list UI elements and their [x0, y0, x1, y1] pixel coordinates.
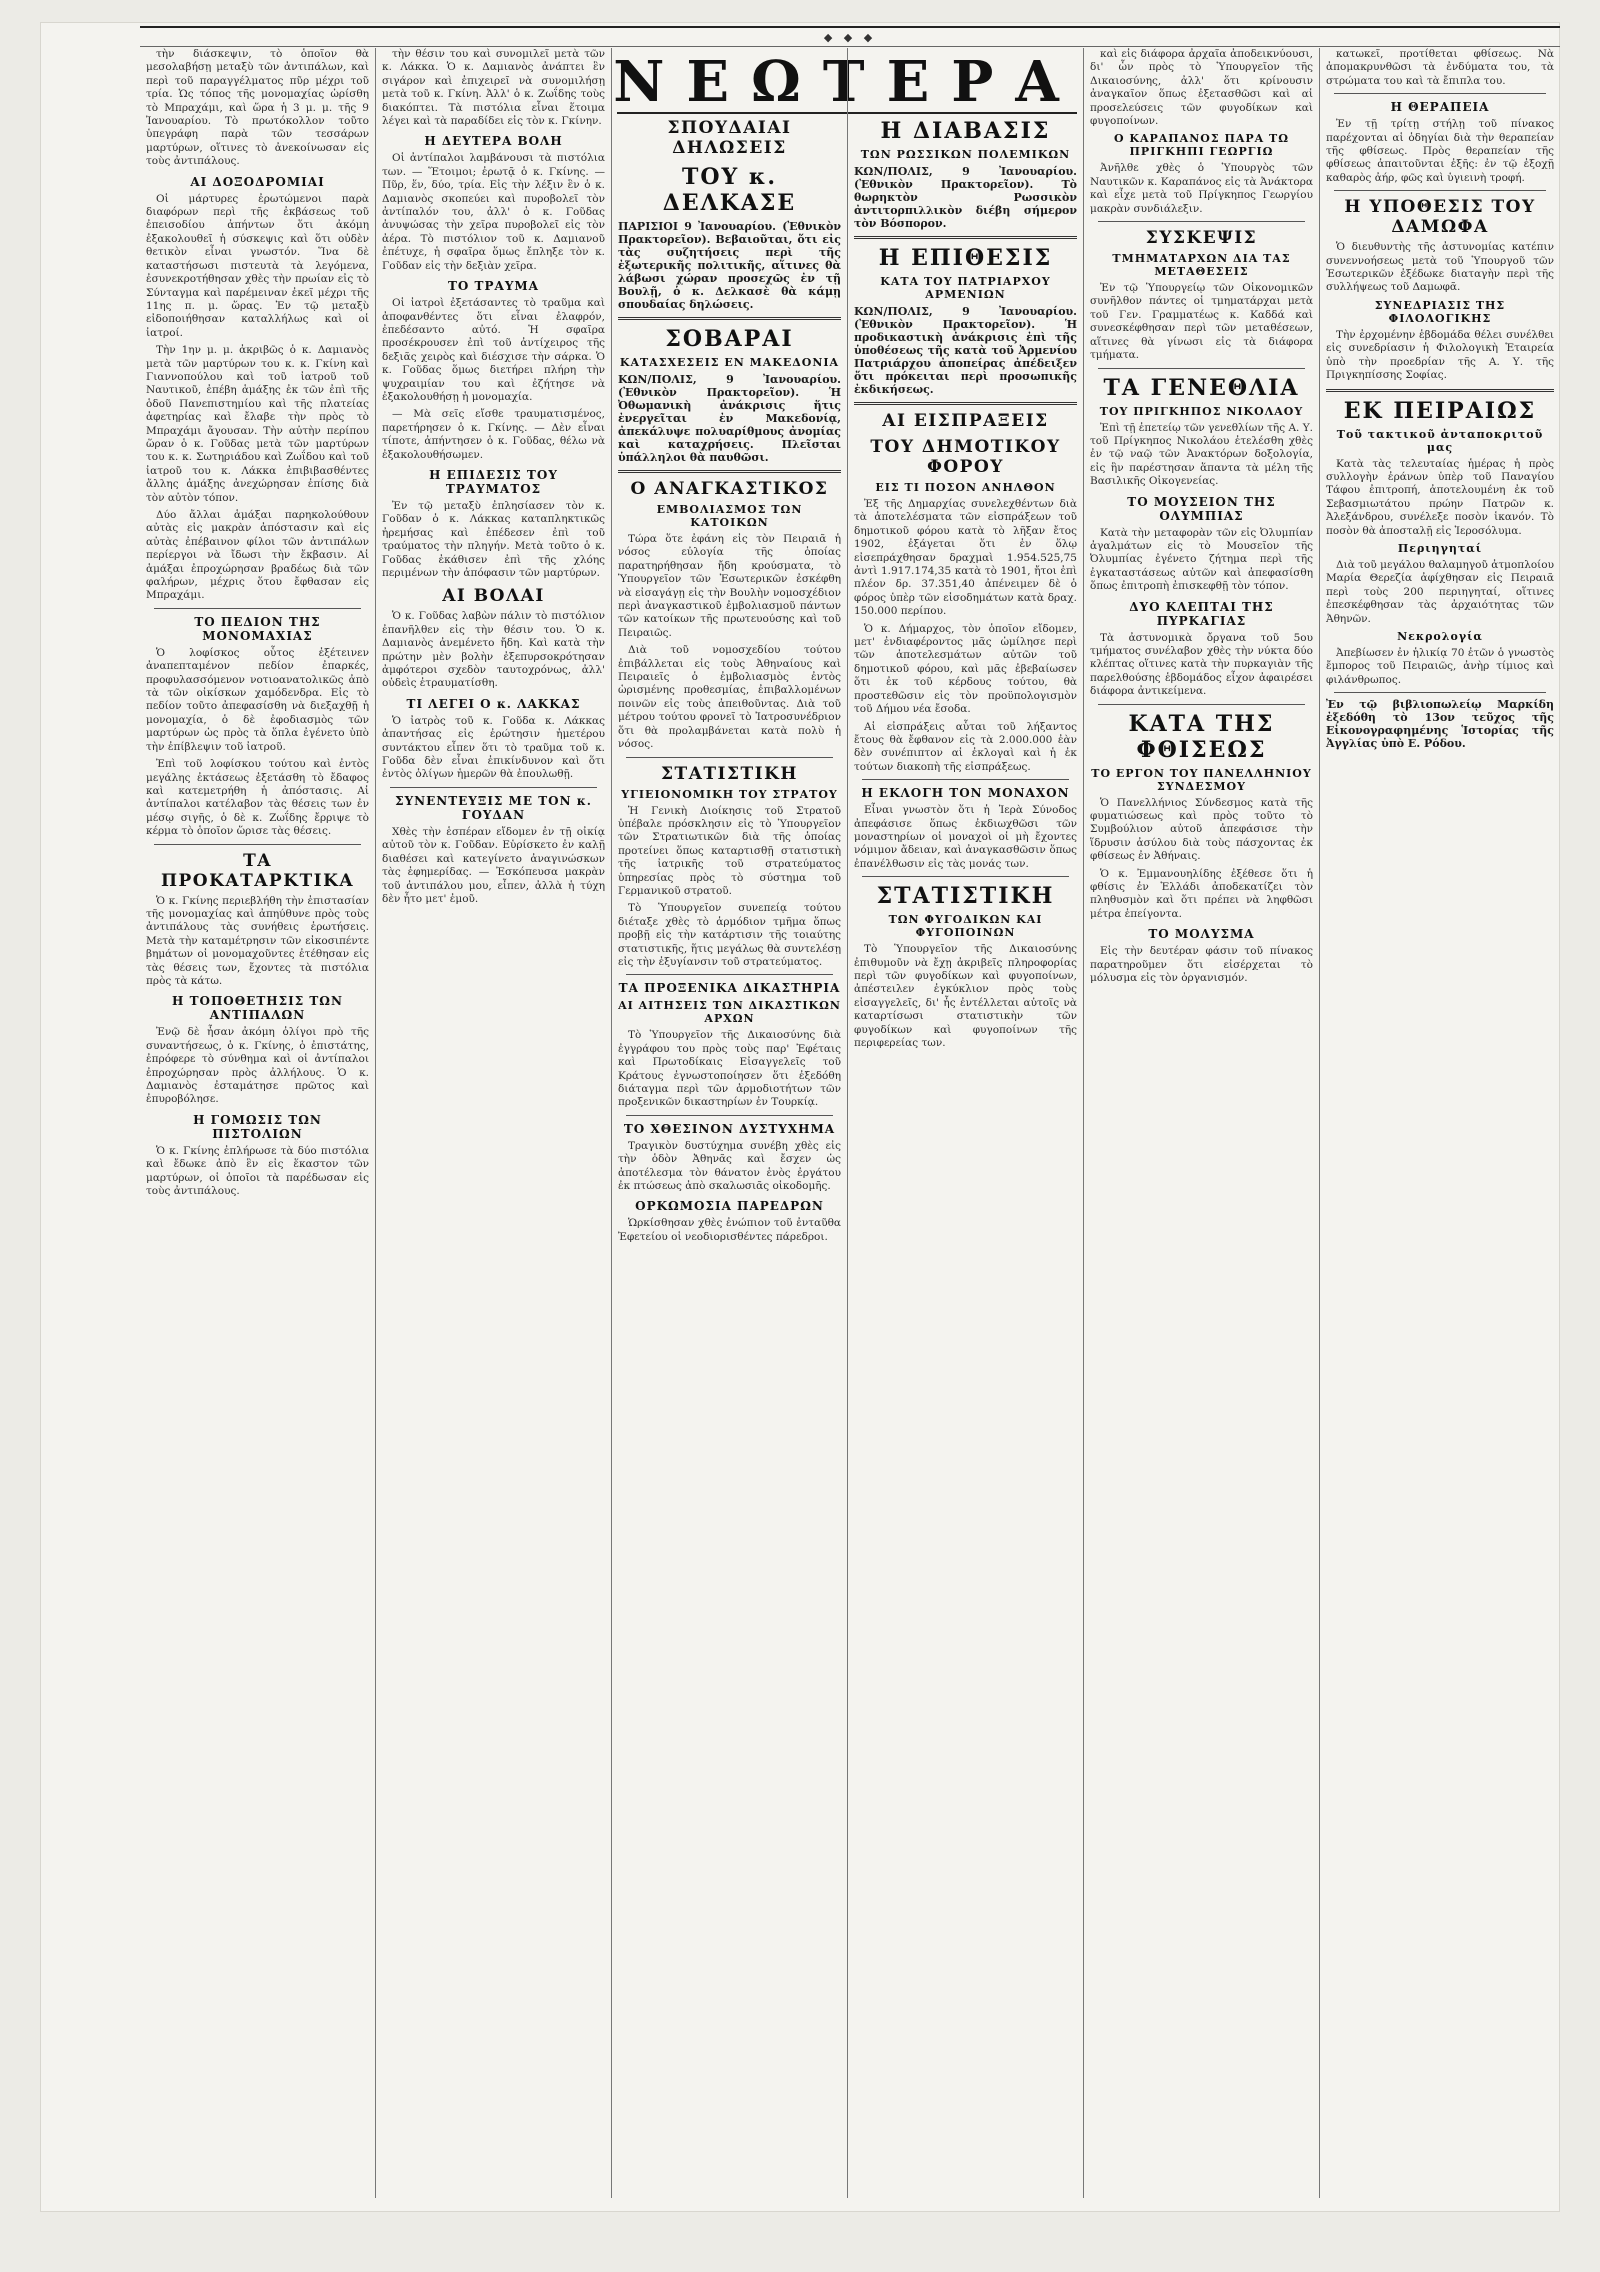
- column-1: [140, 48, 375, 2198]
- article-text: Ἀνῆλθε χθὲς ὁ Ὑπουργὸς τῶν Ναυτικῶν κ. Καραπάνος εἰς τὰ Ἀνάκτορα καὶ εἶχε μετὰ τοῦ Πρίγκηπος Γεωργίου μακρὰν συνδιάλεξιν.: [1090, 162, 1313, 215]
- divider: [626, 1115, 833, 1116]
- article-heading: ΑΙ ΒΟΛΑΙ: [442, 586, 545, 607]
- article-subheading: ΤΟ ΕΡΓΟΝ ΤΟΥ ΠΑΝΕΛΛΗΝΙΟΥ ΣΥΝΔΕΣΜΟΥ: [1091, 766, 1312, 793]
- article-heading: ΣΥΝΕΝΤΕΥΞΙΣ ΜΕ ΤΟΝ κ. ΓΟΥΔΑΝ: [395, 793, 592, 822]
- article-text: Τὴν 1ην μ. μ. ἀκριβῶς ὁ κ. Δαμιανὸς μετὰ τῶν μαρτύρων του κ. κ. Γκίνη καὶ Γιαννοπούλου καὶ τοῦ ἰατροῦ τοῦ Ναυτικοῦ, ἐπέβη ἁμάξης ἐκ τῶν ἐπὶ τῆς ὁδοῦ Πανεπιστημίου καὶ τῆς πλατείας ἀφετηρίας καὶ ἔλαβε τὴν πρὸς τὸ Μπραχάμι ἄγουσαν. Τὴν αὐτὴν περίπου ὥραν ὁ κ. Γοῦδας μετὰ τῶν μαρτύρων του κ. κ. Σωτηριάδου καὶ Ζωΐδου καὶ τοῦ ἰατροῦ του κ. Λάκκα ἐπιβιβασθέντες ἄλλης ἁμάξης ἀνεχώρησαν ἐπίσης διὰ τὸν αὐτὸν τόπον.: [146, 344, 369, 504]
- telegram-text: ΚΩΝ/ΠΟΛΙΣ, 9 Ἰανουαρίου. (Ἐθνικὸν Πρακτορεῖον). Τὸ θωρηκτὸν Ρωσσικὸν ἀντιτορπιλλικὸν διέβη σήμερον τὸν Βόσπορον.: [854, 165, 1077, 230]
- article-heading: ΤΟ ΜΟΛΥΣΜΑ: [1148, 927, 1255, 942]
- article-text: Ἐπὶ τῇ ἐπετείῳ τῶν γενεθλίων τῆς Α. Υ. τοῦ Πρίγκηπος Νικολάου ἐτελέσθη χθὲς ἐν τῷ ναῷ τῶν Ἀνακτόρων δοξολογία, εἰς ἣν παρέστησαν ἅπαντα τὰ μέλη τῆς Βασιλικῆς Οἰκογενείας.: [1090, 421, 1313, 488]
- telegram-text: ΚΩΝ/ΠΟΛΙΣ, 9 Ἰανουαρίου. (Ἐθνικὸν Πρακτορεῖον). Ἡ προδικαστικὴ ἀνάκρισις ἐπὶ τῆς ὑποθέσεως τῆς κατὰ τοῦ Ἀρμενίου Πατριάρχου ἀποπείρας ἀπέδειξεν ὅτι πρόκειται περὶ προσωπικῆς ἐκδικήσεως.: [854, 305, 1077, 396]
- divider: [1098, 368, 1305, 369]
- article-text: Ἡ Γενικὴ Διοίκησις τοῦ Στρατοῦ ὑπέβαλε πρόσκλησιν εἰς τὸ Ὑπουργεῖον τῶν Στρατιωτικῶν διὰ τῆς ὁποίας προτείνει ὅπως καταρτισθῇ στατιστικὴ τῆς ἰατρικῆς τοῦ στρατεύματος ὑπηρεσίας πρὸς τὸ σύστημα τοῦ Γερμανικοῦ στρατοῦ.: [618, 804, 841, 897]
- article-heading: ΕΚ ΠΕΙΡΑΙΩΣ: [1343, 397, 1537, 424]
- article-text: τὴν διάσκεψιν, τὸ ὁποῖον θὰ μεσολαβήσῃ μεταξὺ τῶν ἀντιπάλων, καὶ περὶ τοῦ παραγγέλματος πῦρ μέχρι τοῦ τρία. Ὡς τόπος τῆς μονομαχίας ὡρίσθη τὸ Μπραχάμι, καὶ ὥρα ἡ 3 μ. μ. τῆς 9 Ἰανουαρίου. Τὸ πρωτόκολλον τοῦτο ὑπεγράφη παρὰ τῶν τεσσάρων μαρτύρων, οἵτινες τὸ ἀνεκοίνωσαν εἰς τοὺς ἀντιπάλους.: [146, 48, 369, 168]
- article-text: Τὴν ἐρχομένην ἑβδομάδα θέλει συνέλθει εἰς συνεδρίασιν ἡ Φιλολογικὴ Ἑταιρεία ὑπὸ τὴν προεδρίαν τῆς Α. Υ. τῆς Πριγκηπίσσης Σοφίας.: [1326, 328, 1554, 382]
- article-subheading: Τοῦ τακτικοῦ ἀνταποκριτοῦ μας: [1336, 427, 1544, 454]
- article-heading: ΤΟ ΠΕΔΙΟΝ ΤΗΣ ΜΟΝΟΜΑΧΙΑΣ: [194, 614, 321, 643]
- article-heading: ΔΥΟ ΚΛΕΠΤΑΙ ΤΗΣ ΠΥΡΚΑΓΙΑΣ: [1129, 599, 1274, 628]
- article-subheading: ΕΜΒΟΛΙΑΣΜΟΣ ΤΩΝ ΚΑΤΟΙΚΩΝ: [656, 503, 803, 529]
- article-text: Τὸ Ὑπουργεῖον τῆς Δικαιοσύνης ἐπιθυμοῦν νὰ ἔχῃ ἀκριβεῖς πληροφορίας περὶ τῶν φυγοδίκων καὶ φυγοποίνων, ἀπέστειλεν ἐγκύκλιον πρὸς τοὺς εἰσαγγελεῖς, δι' ἧς ἐντέλλεται αὐτοῖς νὰ καταρτίσωσι στατιστικὴν τῶν φυγοδίκων καὶ φυγοποίνων τῆς περιφερείας των.: [854, 943, 1077, 1049]
- article-text: Ἐν τῷ μεταξὺ ἐπλησίασεν τὸν κ. Γοῦδαν ὁ κ. Λάκκας καταπληκτικῶς ἠρεμήσας καὶ ἐπέδεσεν ἐπὶ τοῦ τραύματος τὴν πληγήν. Μετὰ τοῦτο ὁ κ. Γοῦδας ἐκάθισεν ἐπὶ τῆς χλόης περιμένων τὴν ἀπόφασιν τῶν μαρτύρων.: [382, 499, 605, 579]
- divider: [854, 236, 1077, 239]
- article-heading: ΑΙ ΕΙΣΠΡΑΞΕΙΣ: [882, 411, 1049, 431]
- article-text: Ἐνῷ δὲ ἦσαν ἀκόμη ὀλίγοι πρὸ τῆς συναντήσεως, ὁ κ. Γκίνης, ὁ ἐπιστάτης, ἐπρόφερε τὸ σύνθημα καὶ οἱ ἀντίπαλοι ἐπροχώρησαν πρὸς ἀλλήλους. Ὁ κ. Δαμιανὸς ἐσταμάτησε πρῶτος καὶ ἐπυροβόλησε.: [146, 1026, 369, 1106]
- article-heading: ΟΡΚΩΜΟΣΙΑ ΠΑΡΕΔΡΩΝ: [635, 1199, 824, 1214]
- article-heading: ΣΠΟΥΔΑΙΑΙ ΔΗΛΩΣΕΙΣ: [667, 118, 792, 158]
- divider: [626, 974, 833, 975]
- article-heading: ΣΥΣΚΕΨΙΣ: [1145, 228, 1258, 249]
- divider: [618, 317, 841, 320]
- divider: [1334, 692, 1546, 693]
- article-text: Οἱ ἀντίπαλοι λαμβάνουσι τὰ πιστόλια των. — Ἕτοιμοι; ἐρωτᾷ ὁ κ. Γκίνης. — Πῦρ, ἕν, δύο, τρία. Εἰς τὴν λέξιν ἓν ὁ κ. Δαμιανὸς σκοπεύει καὶ πυροβολεῖ τὸν ἀντίπαλόν του, ἀλλ' ὁ κ. Γοῦδας ἀνυψώσας τὴν χεῖρα πυροβολεῖ εἰς τὸν ἀέρα. Τὸ πιστόλιον τοῦ κ. Δαμιανοῦ ἐπέτυχε, ἡ σφαῖρα ὅμως ἔπληξε τὸν κ. Γοῦδαν εἰς τὴν δεξιὰν χεῖρα.: [382, 152, 605, 272]
- article-heading: Νεκρολογία: [1397, 629, 1483, 643]
- article-heading: ΣΤΑΤΙΣΤΙΚΗ: [661, 763, 798, 784]
- article-heading: ΤΑ ΠΡΟΚΑΤΑΡΚΤΙΚΑ: [160, 850, 355, 891]
- article-heading: Η ΕΚΛΟΓΗ ΤΟΝ ΜΟΝΑΧΟΝ: [861, 786, 1070, 801]
- article-text: Ὁ Πανελλήνιος Σύνδεσμος κατὰ τῆς φυματιώσεως καὶ πρὸς τοῦτο τὸ Συμβούλιον αὐτοῦ ἀπεφάσισε τὴν ἵδρυσιν ἀσύλου διὰ τοὺς πάσχοντας ἐκ φθίσεως ἐν Ἀθήναις.: [1090, 796, 1313, 863]
- article-heading: Η ΓΟΜΩΣΙΣ ΤΩΝ ΠΙΣΤΟΛΙΩΝ: [193, 1112, 322, 1141]
- section-title: ΝΕΩΤΕΡΑ: [613, 49, 1081, 115]
- article-heading: ΤΙ ΛΕΓΕΙ Ο κ. ΛΑΚΚΑΣ: [406, 696, 581, 711]
- article-text: Εἰς τὴν δευτέραν φάσιν τοῦ πίνακος παρατηροῦμεν ὅτι εἰσέρχεται τὸ μόλυσμα εἰς τὸν ὀργανισμόν.: [1090, 945, 1313, 985]
- column-5: [1083, 48, 1319, 2198]
- article-heading: Η ΘΕΡΑΠΕΙΑ: [1390, 100, 1490, 115]
- article-text: Τὸ Ὑπουργεῖον τῆς Δικαιοσύνης διὰ ἐγγράφου του πρὸς τοὺς παρ' Ἐφέταις καὶ Πρωτοδίκαις Εἰσαγγελεῖς τοῦ Κράτους ἐγνωστοποίησεν ὅτι ἐξεδόθη διάταγμα περὶ τῶν ἁρμοδιοτήτων τῶν προξενικῶν δικαστηρίων ἐν Τουρκίᾳ.: [618, 1029, 841, 1109]
- article-text: Αἱ εἰσπράξεις αὗται τοῦ λήξαντος ἔτους θὰ ἔφθανον εἰς τὰ 2.000.000 ἐὰν δὲν συνέπιπτον αἱ ἐκλογαὶ καὶ ἡ ἐκ τούτων διακοπὴ τῆς εἰσπράξεως.: [854, 720, 1077, 773]
- article-subheading: ΤΜΗΜΑΤΑΡΧΩΝ ΔΙΑ ΤΑΣ ΜΕΤΑΘΕΣΕΙΣ: [1112, 252, 1291, 279]
- article-text: Τραγικὸν δυστύχημα συνέβη χθὲς εἰς τὴν ὁδὸν Ἀθηνᾶς καὶ ἔσχεν ὡς ἀποτέλεσμα τὸν θάνατον ἑνὸς ἐργάτου ἐκ πτώσεως ἀπὸ σκαλωσιᾶς οἰκοδομῆς.: [618, 1139, 841, 1193]
- divider: [1326, 389, 1554, 392]
- newspaper-page: [40, 22, 1560, 2212]
- article-text: Τὰ ἀστυνομικὰ ὄργανα τοῦ 5ου τμήματος συνέλαβον χθὲς τὴν νύκτα δύο κλέπτας οἵτινες κατὰ τὴν πυρκαγιὰν τῆς παρελθούσης ἑβδομάδος εἶχον ἀφαιρέσει διάφορα ἀντικείμενα.: [1090, 631, 1313, 698]
- article-text: Ὁ κ. Ἐμμανουηλίδης ἐξέθεσε ὅτι ἡ φθίσις ἐν Ἑλλάδι ἀποδεκατίζει τὸν πληθυσμὸν καὶ ὅτι πρέπει νὰ ληφθῶσι μέτρα ἐπείγοντα.: [1090, 867, 1313, 920]
- article-text: Τὸ Ὑπουργεῖον συνεπείᾳ τούτου διέταξε χθὲς τὸ ἁρμόδιον τμῆμα ὅπως προβῇ εἰς τὴν κατάρτισιν τῆς τοιαύτης στατιστικῆς, ἥτις μεγάλως θὰ συντελέσῃ εἰς τὴν ἐξυγίανσιν τοῦ στρατεύματος.: [618, 902, 841, 968]
- article-text: Χθὲς τὴν ἑσπέραν εἴδομεν ἐν τῇ οἰκίᾳ αὐτοῦ τὸν κ. Γοῦδαν. Εὑρίσκετο ἐν καλῇ διαθέσει καὶ κατεγίνετο ἀναγινώσκων τὰς ἐφημερίδας. — Ἐσκόπευσα μακρὰν τοῦ ἀντιπάλου μου, εἶπεν, ἀλλὰ ἡ τύχη δὲν ἦτο μετ' ἐμοῦ.: [382, 825, 605, 905]
- divider: [1334, 190, 1546, 191]
- page-header-rule: [140, 26, 1560, 47]
- article-subheading: ΕΙΣ ΤΙ ΠΟΣΟΝ ΑΝΗΛΘΟΝ: [875, 481, 1056, 494]
- article-heading: Η ΤΟΠΟΘΕΤΗΣΙΣ ΤΩΝ ΑΝΤΙΠΑΛΩΝ: [172, 994, 343, 1023]
- article-heading: ΑΙ ΔΟΞΟΔΡΟΜΙΑΙ: [190, 174, 325, 189]
- article-text: Ἐν τῇ τρίτῃ στήλῃ τοῦ πίνακος παρέχονται αἱ ὁδηγίαι διὰ τὴν θεραπείαν τῆς φθίσεως. Πρὸς θεραπείαν τῆς φθίσεως ἀπαιτοῦνται ἐξῆς: ἐν τῷ ἐξοχῇ καθαρὸς ἀήρ, φῶς καὶ ὑγιεινὴ τροφή.: [1326, 118, 1554, 184]
- article-text: Ἐξ τῆς Δημαρχίας συνελεχθέντων διὰ τὰ ἀποτελέσματα τῶν εἰσπράξεων τοῦ δημοτικοῦ φόρου κατὰ τὸ λῆξαν ἔτος 1902, ἐξάγεται ὅτι ἐν ὅλῳ εἰσεπράχθησαν δραχμαὶ 1.954.525,75 ἀντὶ 1.917.174,35 κατὰ τὸ 1901, ἤτοι ἐπὶ πλέον δρ. 37.351,40 ἀπένειμεν δὲ ὁ φόρος ὑπὲρ τῶν εἰσοδημάτων κατὰ δραχ. 150.000 περίπου.: [854, 498, 1077, 618]
- divider: [626, 757, 833, 758]
- article-text: Ὁ κ. Γκίνης περιεβλήθη τὴν ἐπιστασίαν τῆς μονομαχίας καὶ ἀπηύθυνε πρὸς τοὺς ἀντιπάλους τὰς συνήθεις ἐρωτήσεις. Μετὰ τὴν καταμέτρησιν τῶν εἰκοσιπέντε βημάτων οἱ μονομαχοῦντες ἐτέθησαν εἰς τὰς θέσεις των, ἔχοντες τὰ πιστόλια πρὸς τὰ κάτω.: [146, 894, 369, 987]
- article-subheading: ΤΟΥ ΠΡΙΓΚΗΠΟΣ ΝΙΚΟΛΑΟΥ: [1099, 404, 1304, 418]
- article-heading: Ο ΚΑΡΑΠΑΝΟΣ ΠΑΡΑ ΤΩ ΠΡΙΓΚΗΠΙ ΓΕΩΡΓΙΩ: [1113, 132, 1289, 159]
- column-4: [847, 48, 1083, 2198]
- article-heading: Η ΕΠΙΘΕΣΙΣ: [878, 245, 1053, 271]
- article-text: Ὁ κ. Δήμαρχος, τὸν ὁποῖον εἴδομεν, μετ' ἐνδιαφέροντος μᾶς ὡμίλησε περὶ τῶν ἀποτελεσμάτων αὐτῶν τοῦ δημοτικοῦ φόρου, καὶ μᾶς ἐβεβαίωσεν ὅτι ἐκ τοῦ κέρδους τούτου, θὰ προστεθῶσιν εἰς τὸν προϋπολογισμὸν τοῦ Δήμου νέα ἔσοδα.: [854, 622, 1077, 716]
- article-heading: Περιηγηταί: [1397, 541, 1483, 555]
- telegram-text: ΠΑΡΙΣΙΟΙ 9 Ἰανουαρίου. (Ἐθνικὸν Πρακτορεῖον). Βεβαιοῦται, ὅτι εἰς τὰς συζητήσεις περὶ τῆς ἐξωτερικῆς πολιτικῆς, αἵτινες θὰ λάβωσι χώραν προσεχῶς ἐν τῇ Βουλῇ, ὁ κ. Δελκασὲ θὰ κάμῃ σπουδαίας δηλώσεις.: [618, 220, 841, 311]
- divider: [154, 608, 361, 609]
- divider: [1098, 221, 1305, 222]
- article-subheading: ΤΟΥ ΔΗΜΟΤΙΚΟΥ ΦΟΡΟΥ: [870, 437, 1061, 477]
- divider: [1334, 93, 1546, 94]
- article-text: Ὁ κ. Γκίνης ἐπλήρωσε τὰ δύο πιστόλια καὶ ἔδωκε ἀπὸ ἓν εἰς ἕκαστον τῶν μαρτύρων, οἱ ὁποῖοι τὰ παρέδωσαν εἰς τοὺς ἀντιπάλους.: [146, 1144, 369, 1198]
- article-heading: ΚΑΤΑ ΤΗΣ ΦΘΙΣΕΩΣ: [1128, 710, 1275, 763]
- article-subheading: ΥΓΙΕΙΟΝΟΜΙΚΗ ΤΟΥ ΣΤΡΑΤΟΥ: [621, 787, 838, 801]
- article-heading: ΤΑ ΓΕΝΕΘΛΙΑ: [1103, 374, 1300, 401]
- article-text: Διὰ τοῦ μεγάλου θαλαμηγοῦ ἀτμοπλοίου Μαρία Θερεζία ἀφίχθησαν εἰς Πειραιᾶ περὶ τοὺς 200 περιηγηταί, οἵτινες ἐπεσκέφθησαν τὰς ἀρχαιότητας τῶν Ἀθηνῶν.: [1326, 558, 1554, 625]
- article-text: Οἱ ἰατροὶ ἐξετάσαντες τὸ τραῦμα καὶ ἀποφανθέντες ὅτι εἶναι ἐλαφρόν, ἐπεδέσαντο αὐτό. Ἡ σφαῖρα προσέκρουσεν ἐπὶ τοῦ ἀντίχειρος τῆς δεξιᾶς χειρὸς καὶ διέσχισε τὴν σάρκα. Ὁ κ. Γοῦδας ὅμως διετήρει πλήρη τὴν ψυχραιμίαν του καὶ ἐζήτησε νὰ ἐξακολουθήσῃ ἡ μονομαχία.: [382, 297, 605, 403]
- column-2: [375, 48, 611, 2198]
- article-heading: ΣΤΑΤΙΣΤΙΚΗ: [876, 883, 1055, 910]
- article-text: Ὁ διευθυντὴς τῆς ἀστυνομίας κατέπιν συνεννοήσεως μετὰ τοῦ Ὑπουργοῦ τῶν Ἐσωτερικῶν ἐξέδωκε διαταγὴν περὶ τῆς συλλήψεως τοῦ Δαμωφᾶ.: [1326, 241, 1554, 294]
- article-text: Κατὰ τὴν μεταφορὰν τῶν εἰς Ὀλυμπίαν ἀγαλμάτων εἰς τὸ Μουσεῖον τῆς Ὀλυμπίας ἐγένετο ζήτημα περὶ τῆς ἐγκαταστάσεως αὐτῶν καὶ ἀπεφασίσθη ὅπως ἐπιτροπὴ ἐπισκεφθῇ τὸν τόπον.: [1090, 526, 1313, 593]
- column-6: [1319, 48, 1560, 2198]
- divider: [154, 844, 361, 845]
- article-subheading: ΤΩΝ ΦΥΓΟΔΙΚΩΝ ΚΑΙ ΦΥΓΟΠΟΙΝΩΝ: [888, 913, 1043, 940]
- article-text: τὴν θέσιν του καὶ συνομιλεῖ μετὰ τῶν κ. Λάκκα. Ὁ κ. Δαμιανὸς ἀνάπτει ἓν σιγάρον καὶ ἐπιχειρεῖ νὰ συνομιλήσῃ μετὰ τοῦ κ. Γκίνη. Ἀλλ' ὁ κ. Ζωΐδης τοὺς διακόπτει. Τὰ πιστόλια εἶναι ἕτοιμα λέγει καὶ τὰ παραδίδει εἰς τὸν κ. Γκίνην.: [382, 48, 605, 128]
- article-text: καὶ εἰς διάφορα ἀρχαῖα ἀποδεικνύουσι, δι' ὧν πρὸς τὸ Ὑπουργεῖον τῆς Δικαιοσύνης, ἀλλ' ὅτι κρίνουσιν ἀναγκαῖον ὅπως ἐξετασθῶσι καὶ αἱ προσελεύσεις τῶν φυγοδίκων καὶ φυγοποίνων.: [1090, 48, 1313, 128]
- divider: [854, 402, 1077, 405]
- article-text: Δύο ἄλλαι ἁμάξαι παρηκολούθουν αὐτὰς εἰς μακρὰν ἀπόστασιν καὶ εἰς αὐτὰς ἐπέβαινον φίλοι τῶν ἀντιπάλων περίεργοι νὰ ἴδωσι τὴν ἔκβασιν. Αἱ ἁμάξαι ἐπροχώρησαν βραδέως διὰ τῶν φαλήρων, μέχρις ὅτου ἔφθασαν εἰς Μπραχάμι.: [146, 509, 369, 602]
- article-heading: Η ΔΙΑΒΑΣΙΣ: [880, 118, 1051, 144]
- divider: [390, 787, 597, 788]
- article-text: Τώρα ὅτε ἐφάνη εἰς τὸν Πειραιᾶ ἡ νόσος εὐλογία τῆς ὁποίας παρατηρήθησαν ἤδη κρούσματα, τὸ Ὑπουργεῖον τῶν Ἐσωτερικῶν ἐσκέφθη νὰ εἰσαγάγῃ εἰς τὴν Βουλὴν νομοσχέδιον περὶ ἀναγκαστικοῦ ἐμβολιασμοῦ πάντων τῶν κατοίκων τῆς πρωτευούσης καὶ τοῦ Πειραιῶς.: [618, 533, 841, 639]
- article-heading: ΤΟ ΤΡΑΥΜΑ: [448, 279, 539, 294]
- article-heading: Ο ΑΝΑΓΚΑΣΤΙΚΟΣ: [630, 479, 829, 499]
- article-heading: ΣΥΝΕΔΡΙΑΣΙΣ ΤΗΣ ΦΙΛΟΛΟΓΙΚΗΣ: [1374, 298, 1506, 325]
- article-subheading: ΑΙ ΑΙΤΗΣΕΙΣ ΤΩΝ ΔΙΚΑΣΤΙΚΩΝ ΑΡΧΩΝ: [618, 999, 841, 1026]
- article-text: Ὁ ἰατρὸς τοῦ κ. Γοῦδα κ. Λάκκας ἀπαντήσας εἰς ἐρώτησιν ἡμετέρου συντάκτου εἶπεν ὅτι τὸ τραῦμα τοῦ κ. Γοῦδα δὲν εἶναι ἐπικίνδυνον καὶ ὅτι ἐντὸς ὀλίγων ἡμερῶν θὰ ἐπουλωθῇ.: [382, 714, 605, 781]
- article-heading: ΣΟΒΑΡΑΙ: [665, 326, 794, 352]
- article-text: Ὁ λοφίσκος οὗτος ἐξέτεινεν ἀναπεπταμένον πεδίον ἐπαρκές, προφυλασσόμενον νοτιοανατολικῶς ἀπὸ τὰ τῶν οἰκίσκων χαμόδενδρα. Εἰς τὸ πεδίον τοῦτο ἀπεφασίσθη νὰ διεξαχθῇ ἡ μονομαχία, ὁ δὲ ἐφοδιασμὸς τῶν μαρτύρων ὡς πρὸς τὰ ὅπλα ἐγένετο ὑπὸ τὴν ἐπίβλεψιν τοῦ ἰατροῦ.: [146, 646, 369, 753]
- article-text: Διὰ τοῦ νομοσχεδίου τούτου ἐπιβάλλεται εἰς τοὺς Ἀθηναίους καὶ Πειραιεῖς ὁ ἐμβολιασμὸς ἐντὸς ὡρισμένης προθεσμίας, ἐπιβαλλομένων ποινῶν εἰς τοὺς ἀπειθοῦντας. Διὰ τοῦ μέτρου τούτου φρονεῖ τὸ Ἰατροσυνέδριον ὅτι θὰ προλαμβάνεται κατὰ πολὺ ἡ νόσος.: [618, 644, 841, 751]
- article-text: Ὡρκίσθησαν χθὲς ἐνώπιον τοῦ ἐνταῦθα Ἐφετείου οἱ νεοδιορισθέντες πάρεδροι.: [618, 1217, 841, 1243]
- divider: [1098, 704, 1305, 705]
- article-subheading: ΚΑΤΑΣΧΕΣΕΙΣ ΕΝ ΜΑΚΕΔΟΝΙΑ: [619, 356, 840, 369]
- divider: [862, 779, 1069, 780]
- article-heading: ΤΑ ΠΡΟΞΕΝΙΚΑ ΔΙΚΑΣΤΗΡΙΑ: [618, 981, 841, 996]
- article-text: — Μὰ σεῖς εἴσθε τραυματισμένος, παρετήρησεν ὁ κ. Γκίνης. — Δὲν εἶναι τίποτε, ἀπήντησεν ὁ κ. Γοῦδας, θέλω νὰ ἐξακολουθήσωμεν.: [382, 408, 605, 461]
- telegram-text: ΚΩΝ/ΠΟΛΙΣ, 9 Ἰανουαρίου. (Ἐθνικὸν Πρακτορεῖον). Ἡ Ὀθωμανικὴ ἀνάκρισις ἥτις ἐνεργεῖται ἐν Μακεδονίᾳ, ἀπεκάλυψε πολυαρίθμους ἀνομίας καὶ καταχρήσεις. Πλεῖσται ὑπάλληλοι θὰ παυθῶσι.: [618, 373, 841, 464]
- divider: [862, 876, 1069, 877]
- article-heading: Η ΔΕΥΤΕΡΑ ΒΟΛΗ: [424, 134, 563, 149]
- article-text: Εἶναι γνωστὸν ὅτι ἡ Ἱερὰ Σύνοδος ἀπεφάσισε ὅπως ἐκδιωχθῶσι τῶν μοναστηρίων οἱ μοναχοὶ οἱ μὴ ἔχοντες νόμιμον ἄδειαν, καὶ ἀναγκασθῶσιν ὅπως ἐπανέλθωσιν εἰς τὰς μονάς των.: [854, 804, 1077, 870]
- article-subheading: ΤΟΥ κ. ΔΕΛΚΑΣΕ: [662, 164, 797, 216]
- article-subheading: ΤΩΝ ΡΩΣΣΙΚΩΝ ΠΟΛΕΜΙΚΩΝ: [860, 148, 1071, 161]
- header-ornament: ◆ ◆ ◆: [823, 30, 877, 44]
- advertisement-text: Ἐν τῷ βιβλιοπωλείῳ Μαρκίδη ἐξεδόθη τὸ 13ον τεῦχος τῆς Εἰκονογραφημένης Ἱστορίας τῆς Ἀγγλίας ὑπὸ Ε. Ρόδου.: [1326, 698, 1554, 751]
- article-text: Ἀπεβίωσεν ἐν ἡλικίᾳ 70 ἐτῶν ὁ γνωστὸς ἔμπορος τοῦ Πειραιῶς, ἀνὴρ τίμιος καὶ φιλάνθρωπος.: [1326, 646, 1554, 686]
- article-text: Ὁ κ. Γοῦδας λαβὼν πάλιν τὸ πιστόλιον ἐπανῆλθεν εἰς τὴν θέσιν του. Ὁ κ. Δαμιανὸς ἀνεμένετο ἤδη. Καὶ κατὰ τὴν πρώτην μὲν βολὴν ἐξεπυρσοκρότησαν ἀμφότεροι σχεδὸν ταυτοχρόνως, ἀλλ' οὐδεὶς ἐτραυματίσθη.: [382, 610, 605, 690]
- divider: [618, 470, 841, 473]
- article-text: κατωκεῖ, προτίθεται φθίσεως. Νὰ ἀπομακρυνθῶσι τὰ ἐνδύματα του, τὰ στρώματα του καὶ τὰ ἔπιπλα του.: [1326, 48, 1554, 87]
- article-text: Κατὰ τὰς τελευταίας ἡμέρας ἡ πρὸς συλλογὴν ἐράνων ὑπὲρ τοῦ Παναγίου Τάφου ἐπιτροπή, ἀποτελουμένη ἐκ τοῦ Σεβασμιωτάτου πρώην Πατρῶν κ. Ἀλεξάνδρου, συνέλεξε ποσὸν ἱκανόν. Τὸ ποσὸν θὰ ἀποσταλῇ εἰς Ἱεροσόλυμα.: [1326, 457, 1554, 537]
- article-text: Οἱ μάρτυρες ἐρωτώμενοι παρὰ διαφόρων περὶ τῆς ἐκβάσεως τοῦ ἐπεισοδίου ἀπήντων ὅτι ἀκόμη ἐξακολουθεῖ ἡ σύσκεψις καὶ ὅτι οὐδὲν θετικὸν εἶναι γνωστόν. Ἵνα δὲ καταστήσωσι πιστευτὰ τὰ λεγόμενα, ἐσυνεκροτήθησαν χθὲς τὴν πρωίαν εἰς τὸ Σύνταγμα καὶ παρέμειναν ἐκεῖ μέχρι τῆς 11ης π. μ. ὥρας. Ἐν τῷ μεταξὺ εἰδοποιήθησαν καταλλήλως καὶ οἱ ἰατροί.: [146, 192, 369, 339]
- article-heading: Η ΕΠΙΔΕΣΙΣ ΤΟΥ ΤΡΑΥΜΑΤΟΣ: [429, 467, 558, 496]
- article-text: Ἐν τῷ Ὑπουργείῳ τῶν Οἰκονομικῶν συνῆλθον πάντες οἱ τμηματάρχαι μετὰ τοῦ Γεν. Γραμματέως κ. Καδδά καὶ συνεσκέφθησαν περὶ τῶν μεταθέσεων, αἵτινες θὰ γίνωσι εἰς τὰ διάφορα τμήματα.: [1090, 282, 1313, 362]
- column-3: [611, 48, 847, 2198]
- article-text: Ἐπὶ τοῦ λοφίσκου τούτου καὶ ἐντὸς μεγάλης ἐκτάσεως ἐξετάσθη τὸ ἔδαφος καὶ κατεμετρήθη ἡ ἀπόστασις. Αἱ ἀντίπαλοι κατέλαβον τὰς θέσεις των ἐν μέσῳ σιγῆς, ὁ δὲ κ. Ζωΐδης ἔρριψε τὸ κέρμα τὸ ὁποῖον ὥρισε τὰς θέσεις.: [146, 758, 369, 838]
- article-heading: ΤΟ ΧΘΕΣΙΝΟΝ ΔΥΣΤΥΧΗΜΑ: [623, 1121, 836, 1136]
- article-subheading: ΚΑΤΑ ΤΟΥ ΠΑΤΡΙΑΡΧΟΥ ΑΡΜΕΝΙΩΝ: [880, 275, 1051, 301]
- article-heading: ΤΟ ΜΟΥΣΕΙΟΝ ΤΗΣ ΟΛΥΜΠΙΑΣ: [1127, 494, 1276, 523]
- article-heading: Η ΥΠΟΘΕΣΙΣ ΤΟΥ ΔΑΜΩΦΑ: [1344, 197, 1536, 238]
